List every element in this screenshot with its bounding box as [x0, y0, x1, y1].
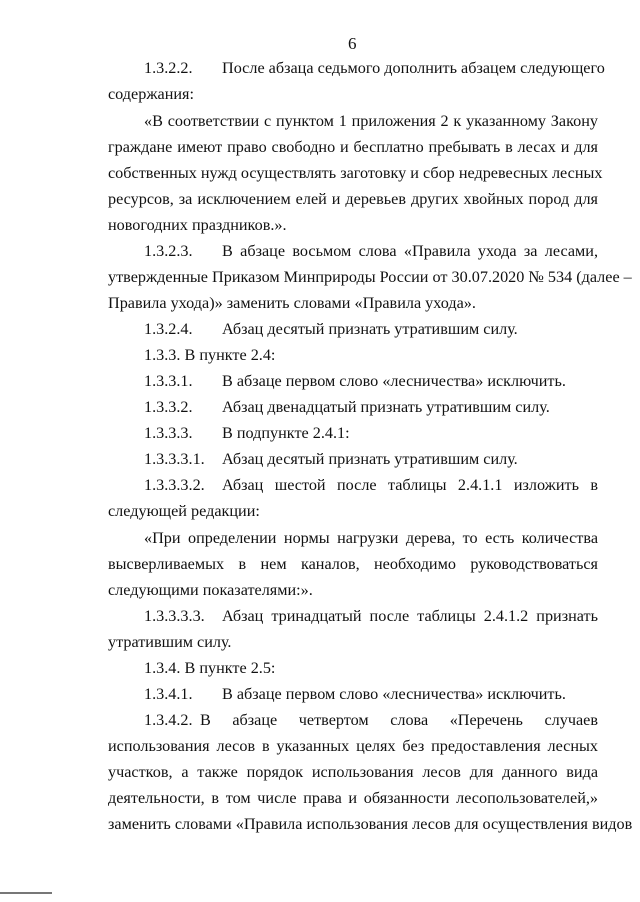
page-number: 6 — [348, 34, 357, 53]
text-line: «При определении нормы нагрузки дерева, то есть количества — [144, 529, 598, 547]
text-line: 1.3.4.2. В абзаце четвертом слова «Перечень случаев — [144, 711, 598, 729]
text-line: собственных нужд осуществлять заготовку и сбор недревесных лесных — [108, 164, 603, 182]
text-line: 1.3.2.3. В абзаце восьмом слова «Правила ухода за лесами, — [144, 242, 598, 260]
text-line: ресурсов, за исключением елей и деревьев других хвойных пород для — [108, 190, 598, 208]
text-line: следующими показателями:». — [108, 581, 313, 599]
text-line: 1.3.4. В пункте 2.5: — [144, 659, 276, 677]
text-line: участков, а также порядок использования лесов для данного вида — [108, 763, 598, 781]
text-line: утвержденные Приказом Минприроды России от 30.07.2020 № 534 (далее – — [108, 268, 632, 286]
text-line: утратившим силу. — [108, 633, 232, 651]
text-line: высверливаемых в нем каналов, необходимо руководствоваться — [108, 555, 598, 573]
text-line: 1.3.3.1. В абзаце первом слово «лесничества» исключить. — [144, 372, 566, 390]
text-line: новогодних праздников.». — [108, 216, 287, 234]
text-line: 1.3.3.3.3. Абзац тринадцатый после таблицы 2.4.1.2 признать — [144, 607, 598, 625]
text-line: использования лесов в указанных целях без предоставления лесных — [108, 737, 598, 755]
text-line: 1.3.2.2. После абзаца седьмого дополнить абзацем следующего — [144, 59, 605, 77]
text-line: деятельности, в том числе права и обязанности лесопользователей,» — [108, 789, 598, 807]
text-line: 1.3.3.2. Абзац двенадцатый признать утратившим силу. — [144, 398, 550, 416]
text-line: содержания: — [108, 85, 194, 103]
text-line: следующей редакции: — [108, 502, 260, 520]
text-line: «В соответствии с пунктом 1 приложения 2 к указанному Закону — [144, 112, 598, 130]
text-line: заменить словами «Правила использования лесов для осуществления видов — [108, 815, 633, 833]
text-line: граждане имеют право свободно и бесплатно пребывать в лесах и для — [108, 138, 598, 156]
text-line: 1.3.3.3. В подпункте 2.4.1: — [144, 424, 350, 442]
text-line: 1.3.3.3.2. Абзац шестой после таблицы 2.4.1.1 изложить в — [144, 476, 598, 494]
text-line: Правила ухода)» заменить словами «Правила ухода». — [108, 294, 476, 312]
text-line: 1.3.4.1. В абзаце первом слово «лесничества» исключить. — [144, 685, 566, 703]
text-line: 1.3.2.4. Абзац десятый признать утратившим силу. — [144, 320, 518, 338]
text-line: 1.3.3.3.1. Абзац десятый признать утратившим силу. — [144, 450, 518, 468]
text-line: 1.3.3. В пункте 2.4: — [144, 346, 276, 364]
scan-edge-mark — [0, 892, 52, 894]
